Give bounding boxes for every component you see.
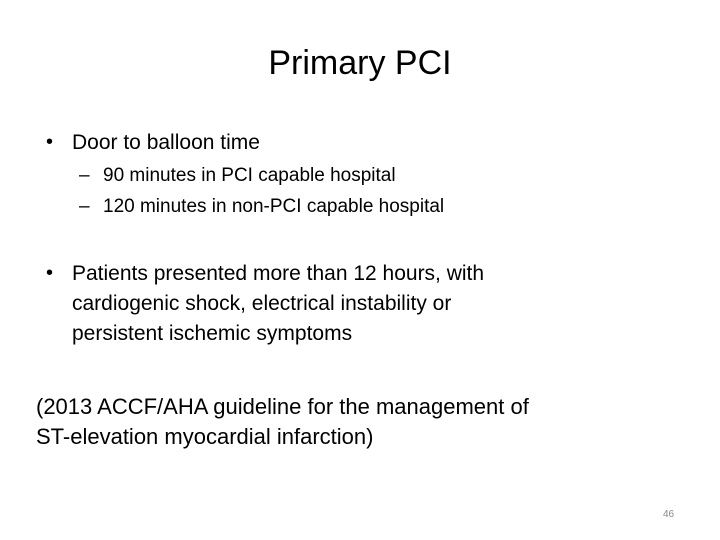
sub-bullet-text: 120 minutes in non-PCI capable hospital — [103, 196, 445, 217]
dash-icon: – — [79, 196, 90, 217]
dash-icon: – — [79, 165, 90, 186]
bullet-text: Door to balloon time — [72, 131, 260, 154]
bullet-icon: • — [46, 262, 54, 284]
page-number: 46 — [663, 509, 675, 520]
citation-line: (2013 ACCF/AHA guideline for the management of — [36, 394, 529, 419]
bullet-text: cardiogenic shock, electrical instability or — [72, 292, 452, 315]
bullet-icon: • — [46, 131, 54, 153]
slide-title: Primary PCI — [268, 44, 452, 82]
bullet-text: persistent ischemic symptoms — [72, 322, 353, 345]
sub-bullet-text: 90 minutes in PCI capable hospital — [103, 165, 396, 186]
bullet-text: Patients presented more than 12 hours, with — [72, 262, 485, 285]
citation-line: ST-elevation myocardial infarction) — [36, 424, 374, 449]
